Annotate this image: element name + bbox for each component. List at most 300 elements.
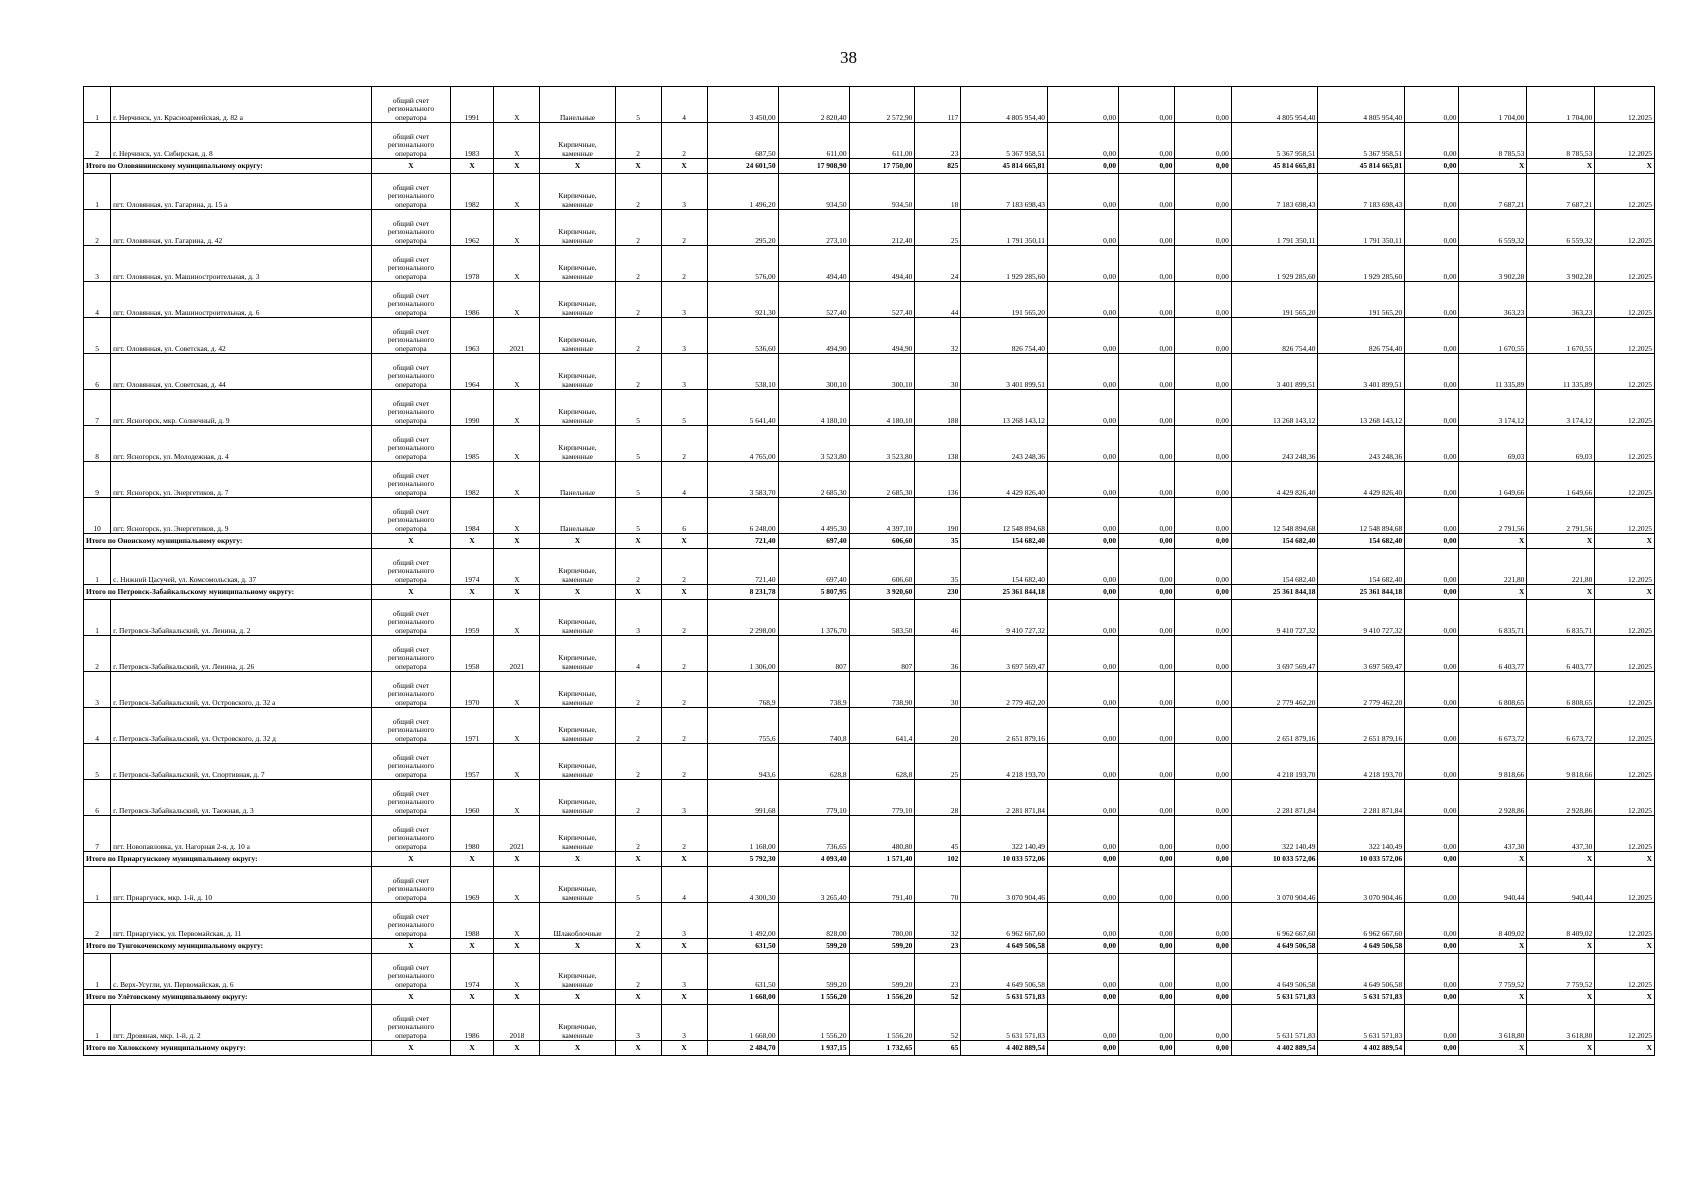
address: пгт. Приаргунск, ул. Первомайская, д. 11 xyxy=(111,903,372,939)
cost-owners-fund: 1 929 285,60 xyxy=(1318,246,1405,282)
area-premises: 1 556,20 xyxy=(778,990,849,1005)
area-premises: 4 093,40 xyxy=(778,852,849,867)
cost-total: 6 962 667,60 xyxy=(961,903,1048,939)
cost-owners: 45 814 665,81 xyxy=(1231,159,1318,174)
completion-date: X xyxy=(1595,1041,1655,1056)
entrances: 3 xyxy=(661,903,707,939)
total-area: 536,60 xyxy=(707,318,778,354)
cost-regional: 0,00 xyxy=(1119,600,1175,636)
cost-local: 0,00 xyxy=(1175,174,1231,210)
cost-owners-fund: 243 248,36 xyxy=(1318,426,1405,462)
table-row xyxy=(84,318,1655,354)
funding-source: общий счет регионального оператора xyxy=(372,708,450,744)
area-residential: 212,40 xyxy=(849,210,915,246)
unit-cost-limit: 1 649,66 xyxy=(1527,462,1595,498)
address: г. Нерчинск, ул. Сибирская, д. 8 xyxy=(111,123,372,159)
row-number: 3 xyxy=(84,246,111,282)
unit-cost: X xyxy=(1459,534,1527,549)
unit-cost-limit: 6 835,71 xyxy=(1527,600,1595,636)
cost-owners: 12 548 894,68 xyxy=(1231,498,1318,534)
unit-cost: 8 409,02 xyxy=(1459,903,1527,939)
cost-local: 0,00 xyxy=(1175,672,1231,708)
unit-cost: 2 928,86 xyxy=(1459,780,1527,816)
cost-federal: 0,00 xyxy=(1048,354,1119,390)
unit-cost: 9 818,66 xyxy=(1459,744,1527,780)
area-premises: 697,40 xyxy=(778,549,849,585)
unit-cost: 7 759,52 xyxy=(1459,954,1527,990)
funding-source: X xyxy=(372,939,450,954)
year-repair: X xyxy=(494,210,540,246)
subtotal-row xyxy=(84,159,1655,174)
address: пгт. Дровяная, мкр. 1-й, д. 2 xyxy=(111,1005,372,1041)
cost-owners: 826 754,40 xyxy=(1231,318,1318,354)
cost-total: 154 682,40 xyxy=(961,549,1048,585)
cost-owners-fund: 1 791 350,11 xyxy=(1318,210,1405,246)
cost-owners-fund: 5 631 571,83 xyxy=(1318,990,1405,1005)
year-repair: X xyxy=(494,123,540,159)
residents: 18 xyxy=(915,174,961,210)
year-built: 1982 xyxy=(450,462,494,498)
table-row xyxy=(84,816,1655,852)
cost-local: 0,00 xyxy=(1175,282,1231,318)
unit-cost: 6 673,72 xyxy=(1459,708,1527,744)
address: пгт. Оловянная, ул. Гагарина, д. 15 а xyxy=(111,174,372,210)
table-row xyxy=(84,954,1655,990)
cost-other: 0,00 xyxy=(1405,867,1459,903)
cost-local: 0,00 xyxy=(1175,246,1231,282)
residents: 52 xyxy=(915,990,961,1005)
unit-cost: 437,30 xyxy=(1459,816,1527,852)
year-built: 1990 xyxy=(450,390,494,426)
residents: 190 xyxy=(915,498,961,534)
completion-date: X xyxy=(1595,852,1655,867)
year-built: 1991 xyxy=(450,87,494,123)
table-body xyxy=(84,87,1655,1056)
unit-cost: 3 174,12 xyxy=(1459,390,1527,426)
cost-regional: 0,00 xyxy=(1119,954,1175,990)
completion-date: 12.2025 xyxy=(1595,954,1655,990)
cost-local: 0,00 xyxy=(1175,954,1231,990)
year-built: 1970 xyxy=(450,672,494,708)
cost-total: 7 183 698,43 xyxy=(961,174,1048,210)
cost-local: 0,00 xyxy=(1175,318,1231,354)
cost-federal: 0,00 xyxy=(1048,318,1119,354)
unit-cost: 69,03 xyxy=(1459,426,1527,462)
cost-other: 0,00 xyxy=(1405,954,1459,990)
year-repair: X xyxy=(494,780,540,816)
cost-regional: 0,00 xyxy=(1119,462,1175,498)
cost-owners: 2 281 871,84 xyxy=(1231,780,1318,816)
year-built: X xyxy=(450,1041,494,1056)
cost-local: 0,00 xyxy=(1175,939,1231,954)
unit-cost: X xyxy=(1459,585,1527,600)
cost-regional: 0,00 xyxy=(1119,390,1175,426)
cost-federal: 0,00 xyxy=(1048,282,1119,318)
funding-source: X xyxy=(372,852,450,867)
completion-date: 12.2025 xyxy=(1595,744,1655,780)
unit-cost: 6 835,71 xyxy=(1459,600,1527,636)
unit-cost: 363,23 xyxy=(1459,282,1527,318)
floors: X xyxy=(615,990,661,1005)
cost-owners-fund: 4 218 193,70 xyxy=(1318,744,1405,780)
table-row xyxy=(84,462,1655,498)
completion-date: 12.2025 xyxy=(1595,246,1655,282)
unit-cost: 3 618,80 xyxy=(1459,1005,1527,1041)
entrances: 3 xyxy=(661,954,707,990)
entrances: 2 xyxy=(661,123,707,159)
year-built: X xyxy=(450,534,494,549)
row-number: 9 xyxy=(84,462,111,498)
entrances: 3 xyxy=(661,174,707,210)
entrances: 2 xyxy=(661,672,707,708)
wall-material: X xyxy=(540,585,615,600)
funding-source: X xyxy=(372,534,450,549)
cost-total: 4 218 193,70 xyxy=(961,744,1048,780)
wall-material: Кирпичные, каменные xyxy=(540,210,615,246)
total-area: 3 583,70 xyxy=(707,462,778,498)
cost-federal: 0,00 xyxy=(1048,498,1119,534)
floors: 5 xyxy=(615,87,661,123)
cost-other: 0,00 xyxy=(1405,210,1459,246)
entrances: 2 xyxy=(661,708,707,744)
page-number: 38 xyxy=(840,48,857,67)
floors: 2 xyxy=(615,816,661,852)
total-area: 1 168,00 xyxy=(707,816,778,852)
wall-material: Шлакоблочные xyxy=(540,903,615,939)
residents: 136 xyxy=(915,462,961,498)
cost-other: 0,00 xyxy=(1405,939,1459,954)
cost-owners-fund: 4 429 826,40 xyxy=(1318,462,1405,498)
area-premises: 740,8 xyxy=(778,708,849,744)
unit-cost: 11 335,89 xyxy=(1459,354,1527,390)
cost-regional: 0,00 xyxy=(1119,174,1175,210)
residents: 25 xyxy=(915,744,961,780)
total-area: 687,50 xyxy=(707,123,778,159)
cost-local: 0,00 xyxy=(1175,990,1231,1005)
floors: 2 xyxy=(615,903,661,939)
table-row xyxy=(84,426,1655,462)
funding-source: общий счет регионального оператора xyxy=(372,498,450,534)
cost-total: 3 070 904,46 xyxy=(961,867,1048,903)
year-built: X xyxy=(450,159,494,174)
cost-regional: 0,00 xyxy=(1119,636,1175,672)
address: пгт. Оловянная, ул. Машиностроительная, д. 6 xyxy=(111,282,372,318)
row-number: 1 xyxy=(84,1005,111,1041)
year-built: 1959 xyxy=(450,600,494,636)
table-row xyxy=(84,636,1655,672)
total-area: 755,6 xyxy=(707,708,778,744)
wall-material: Кирпичные, каменные xyxy=(540,174,615,210)
year-built: 1978 xyxy=(450,246,494,282)
cost-owners: 10 033 572,06 xyxy=(1231,852,1318,867)
wall-material: X xyxy=(540,990,615,1005)
year-built: X xyxy=(450,990,494,1005)
area-premises: 300,10 xyxy=(778,354,849,390)
entrances: 2 xyxy=(661,246,707,282)
cost-regional: 0,00 xyxy=(1119,939,1175,954)
residents: 230 xyxy=(915,585,961,600)
cost-owners-fund: 9 410 727,32 xyxy=(1318,600,1405,636)
unit-cost-limit: 3 618,80 xyxy=(1527,1005,1595,1041)
total-area: 721,40 xyxy=(707,534,778,549)
funding-source: общий счет регионального оператора xyxy=(372,636,450,672)
cost-owners-fund: 13 268 143,12 xyxy=(1318,390,1405,426)
cost-regional: 0,00 xyxy=(1119,123,1175,159)
cost-local: 0,00 xyxy=(1175,354,1231,390)
floors: 2 xyxy=(615,210,661,246)
cost-regional: 0,00 xyxy=(1119,708,1175,744)
residents: 25 xyxy=(915,210,961,246)
area-premises: 1 937,15 xyxy=(778,1041,849,1056)
subtotal-row xyxy=(84,534,1655,549)
unit-cost-limit: 7 759,52 xyxy=(1527,954,1595,990)
residents: 20 xyxy=(915,708,961,744)
row-number: 1 xyxy=(84,174,111,210)
unit-cost-limit: 7 687,21 xyxy=(1527,174,1595,210)
total-area: 295,20 xyxy=(707,210,778,246)
unit-cost: X xyxy=(1459,1041,1527,1056)
total-area: 1 306,00 xyxy=(707,636,778,672)
area-premises: 738,9 xyxy=(778,672,849,708)
area-residential: 480,80 xyxy=(849,816,915,852)
unit-cost: X xyxy=(1459,159,1527,174)
wall-material: X xyxy=(540,534,615,549)
total-area: 4 300,30 xyxy=(707,867,778,903)
cost-total: 5 631 571,83 xyxy=(961,1005,1048,1041)
floors: X xyxy=(615,585,661,600)
row-number: 6 xyxy=(84,354,111,390)
cost-total: 10 033 572,06 xyxy=(961,852,1048,867)
floors: 2 xyxy=(615,354,661,390)
entrances: 3 xyxy=(661,1005,707,1041)
row-number: 1 xyxy=(84,549,111,585)
funding-source: общий счет регионального оператора xyxy=(372,954,450,990)
residents: 46 xyxy=(915,600,961,636)
funding-source: общий счет регионального оператора xyxy=(372,462,450,498)
cost-other: 0,00 xyxy=(1405,600,1459,636)
cost-total: 3 401 899,51 xyxy=(961,354,1048,390)
floors: 5 xyxy=(615,867,661,903)
floors: X xyxy=(615,939,661,954)
cost-local: 0,00 xyxy=(1175,780,1231,816)
floors: 2 xyxy=(615,174,661,210)
area-residential: 1 732,65 xyxy=(849,1041,915,1056)
total-area: 768,9 xyxy=(707,672,778,708)
cost-owners-fund: 826 754,40 xyxy=(1318,318,1405,354)
cost-total: 154 682,40 xyxy=(961,534,1048,549)
cost-local: 0,00 xyxy=(1175,1041,1231,1056)
cost-federal: 0,00 xyxy=(1048,852,1119,867)
unit-cost-limit: 6 673,72 xyxy=(1527,708,1595,744)
address: г. Петровск-Забайкальский, ул. Спортивная, д. 7 xyxy=(111,744,372,780)
wall-material: Кирпичные, каменные xyxy=(540,744,615,780)
subtotal-label: Итого по Хилокскому муниципальному округу: xyxy=(84,1041,372,1056)
funding-source: общий счет регионального оператора xyxy=(372,903,450,939)
entrances: 2 xyxy=(661,744,707,780)
floors: 2 xyxy=(615,123,661,159)
funding-source: общий счет регионального оператора xyxy=(372,867,450,903)
cost-owners: 4 649 506,58 xyxy=(1231,939,1318,954)
funding-source: общий счет регионального оператора xyxy=(372,1005,450,1041)
address: пгт. Оловянная, ул. Гагарина, д. 42 xyxy=(111,210,372,246)
cost-other: 0,00 xyxy=(1405,1041,1459,1056)
funding-source: общий счет регионального оператора xyxy=(372,246,450,282)
address: пгт. Оловянная, ул. Советская, д. 42 xyxy=(111,318,372,354)
row-number: 1 xyxy=(84,954,111,990)
cost-regional: 0,00 xyxy=(1119,672,1175,708)
year-built: 1958 xyxy=(450,636,494,672)
floors: 2 xyxy=(615,672,661,708)
entrances: X xyxy=(661,585,707,600)
unit-cost-limit: X xyxy=(1527,159,1595,174)
entrances: 4 xyxy=(661,462,707,498)
cost-owners: 243 248,36 xyxy=(1231,426,1318,462)
cost-federal: 0,00 xyxy=(1048,867,1119,903)
completion-date: 12.2025 xyxy=(1595,672,1655,708)
floors: X xyxy=(615,159,661,174)
funding-source: общий счет регионального оператора xyxy=(372,390,450,426)
table-row xyxy=(84,780,1655,816)
year-repair: X xyxy=(494,585,540,600)
cost-regional: 0,00 xyxy=(1119,282,1175,318)
cost-owners: 7 183 698,43 xyxy=(1231,174,1318,210)
entrances: 6 xyxy=(661,498,707,534)
row-number: 3 xyxy=(84,672,111,708)
table-row xyxy=(84,1005,1655,1041)
cost-federal: 0,00 xyxy=(1048,672,1119,708)
table-row xyxy=(84,246,1655,282)
cost-regional: 0,00 xyxy=(1119,318,1175,354)
cost-owners: 3 401 899,51 xyxy=(1231,354,1318,390)
wall-material: Кирпичные, каменные xyxy=(540,708,615,744)
cost-other: 0,00 xyxy=(1405,390,1459,426)
address: г. Петровск-Забайкальский, ул. Таежная, д. 3 xyxy=(111,780,372,816)
year-repair: X xyxy=(494,600,540,636)
cost-other: 0,00 xyxy=(1405,816,1459,852)
completion-date: X xyxy=(1595,939,1655,954)
floors: X xyxy=(615,852,661,867)
area-residential: 17 750,00 xyxy=(849,159,915,174)
year-repair: X xyxy=(494,390,540,426)
residents: 28 xyxy=(915,780,961,816)
total-area: 1 668,00 xyxy=(707,1005,778,1041)
table-row xyxy=(84,210,1655,246)
cost-regional: 0,00 xyxy=(1119,246,1175,282)
subtotal-label: Итого по Петровск-Забайкальскому муниципальному округу: xyxy=(84,585,372,600)
area-residential: 1 556,20 xyxy=(849,1005,915,1041)
cost-owners: 2 651 879,16 xyxy=(1231,708,1318,744)
year-repair: X xyxy=(494,498,540,534)
cost-local: 0,00 xyxy=(1175,159,1231,174)
year-repair: X xyxy=(494,282,540,318)
unit-cost: X xyxy=(1459,990,1527,1005)
floors: X xyxy=(615,534,661,549)
entrances: X xyxy=(661,1041,707,1056)
cost-total: 4 402 889,54 xyxy=(961,1041,1048,1056)
area-premises: 1 376,70 xyxy=(778,600,849,636)
entrances: 2 xyxy=(661,549,707,585)
entrances: X xyxy=(661,990,707,1005)
completion-date: X xyxy=(1595,585,1655,600)
year-repair: X xyxy=(494,159,540,174)
cost-total: 4 649 506,58 xyxy=(961,939,1048,954)
total-area: 631,50 xyxy=(707,954,778,990)
total-area: 721,40 xyxy=(707,549,778,585)
completion-date: X xyxy=(1595,159,1655,174)
funding-source: X xyxy=(372,1041,450,1056)
entrances: 3 xyxy=(661,354,707,390)
wall-material: X xyxy=(540,1041,615,1056)
wall-material: X xyxy=(540,159,615,174)
residents: 32 xyxy=(915,318,961,354)
year-repair: X xyxy=(494,462,540,498)
subtotal-label: Итого по Тунгокоченскому муниципальному округу: xyxy=(84,939,372,954)
cost-owners-fund: 2 651 879,16 xyxy=(1318,708,1405,744)
cost-federal: 0,00 xyxy=(1048,780,1119,816)
area-residential: 1 571,40 xyxy=(849,852,915,867)
wall-material: Кирпичные, каменные xyxy=(540,954,615,990)
area-residential: 606,60 xyxy=(849,534,915,549)
cost-owners-fund: 5 631 571,83 xyxy=(1318,1005,1405,1041)
unit-cost: 1 649,66 xyxy=(1459,462,1527,498)
funding-source: общий счет регионального оператора xyxy=(372,282,450,318)
cost-owners-fund: 2 779 462,20 xyxy=(1318,672,1405,708)
unit-cost-limit: X xyxy=(1527,939,1595,954)
cost-federal: 0,00 xyxy=(1048,210,1119,246)
cost-local: 0,00 xyxy=(1175,549,1231,585)
residents: 138 xyxy=(915,426,961,462)
area-residential: 2 685,30 xyxy=(849,462,915,498)
cost-owners-fund: 4 805 954,40 xyxy=(1318,87,1405,123)
area-residential: 527,40 xyxy=(849,282,915,318)
wall-material: Панельные xyxy=(540,87,615,123)
row-number: 2 xyxy=(84,123,111,159)
area-residential: 791,40 xyxy=(849,867,915,903)
subtotal-label: Итого по Оловяннинскому муниципальному округу: xyxy=(84,159,372,174)
year-repair: X xyxy=(494,549,540,585)
cost-regional: 0,00 xyxy=(1119,549,1175,585)
address: г. Петровск-Забайкальский, ул. Островского, д. 32 а xyxy=(111,672,372,708)
table-row xyxy=(84,174,1655,210)
year-built: 1962 xyxy=(450,210,494,246)
area-premises: 3 523,80 xyxy=(778,426,849,462)
year-repair: X xyxy=(494,534,540,549)
subtotal-row xyxy=(84,939,1655,954)
cost-owners-fund: 154 682,40 xyxy=(1318,549,1405,585)
cost-federal: 0,00 xyxy=(1048,534,1119,549)
cost-regional: 0,00 xyxy=(1119,852,1175,867)
unit-cost: 6 403,77 xyxy=(1459,636,1527,672)
cost-federal: 0,00 xyxy=(1048,87,1119,123)
cost-other: 0,00 xyxy=(1405,708,1459,744)
total-area: 1 668,00 xyxy=(707,990,778,1005)
cost-regional: 0,00 xyxy=(1119,990,1175,1005)
cost-owners-fund: 4 649 506,58 xyxy=(1318,939,1405,954)
residents: 102 xyxy=(915,852,961,867)
area-premises: 736,65 xyxy=(778,816,849,852)
entrances: 3 xyxy=(661,282,707,318)
unit-cost: 2 791,56 xyxy=(1459,498,1527,534)
unit-cost-limit: 3 174,12 xyxy=(1527,390,1595,426)
cost-total: 322 140,49 xyxy=(961,816,1048,852)
completion-date: 12.2025 xyxy=(1595,903,1655,939)
unit-cost-limit: 6 559,32 xyxy=(1527,210,1595,246)
area-residential: 599,20 xyxy=(849,954,915,990)
address: с. Верх-Усугли, ул. Первомайская, д. 6 xyxy=(111,954,372,990)
unit-cost-limit: 6 403,77 xyxy=(1527,636,1595,672)
cost-other: 0,00 xyxy=(1405,534,1459,549)
total-area: 5 792,30 xyxy=(707,852,778,867)
